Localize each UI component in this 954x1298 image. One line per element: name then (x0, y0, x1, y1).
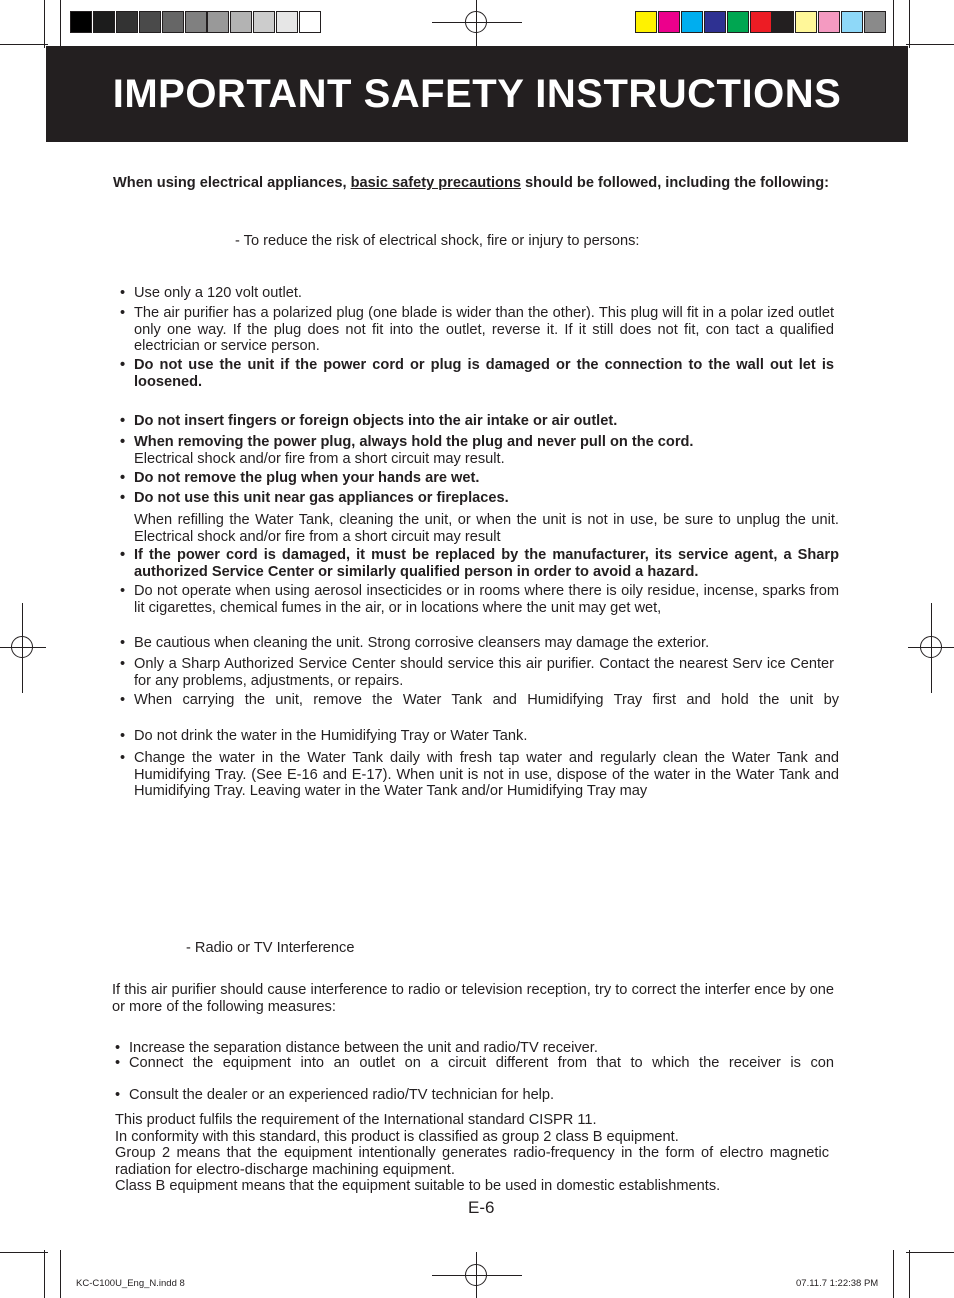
bullet-icon: • (120, 635, 126, 651)
color-swatch (185, 11, 207, 33)
page-title: IMPORTANT SAFETY INSTRUCTIONS (112, 71, 842, 116)
list-item: • Do not use the unit if the power cord or plug is damaged or the connection to the wall out let is loosened. (120, 357, 834, 390)
bullet-icon: • (115, 1055, 121, 1071)
list-item: • Use only a 120 volt outlet. (120, 285, 302, 301)
list-item: • The air purifier has a polarized plug (one blade is wider than the other). This plug will fit in a polar ized outlet only one way. If the plug does not fit into the outlet, reverse it. If it still does not fit, con tact a qualified electrician or service person. (120, 305, 834, 354)
radio-tv-heading: - Radio or TV Interference (186, 940, 355, 956)
bullet-icon: • (120, 470, 126, 486)
list-item: • If the power cord is damaged, it must be replaced by the manufacturer, its service agent, a Sharp authorized Service Center or similarly qualified person in order to avoid a hazard. (120, 547, 839, 580)
bullet-icon: • (120, 692, 126, 708)
warning-line: - To reduce the risk of electrical shock, fire or injury to persons: (235, 233, 640, 249)
color-swatch (704, 11, 726, 33)
color-swatch (772, 11, 794, 33)
color-swatch (93, 11, 115, 33)
bullet-icon: • (120, 547, 126, 563)
color-swatch (795, 11, 817, 33)
list-item: • Consult the dealer or an experienced radio/TV technician for help. (115, 1087, 555, 1103)
color-swatch (207, 11, 229, 33)
color-swatch (727, 11, 749, 33)
title-banner (46, 46, 908, 142)
bullet-icon: • (115, 1040, 121, 1056)
list-item: • Increase the separation distance between the unit and radio/TV receiver. (115, 1040, 598, 1056)
bullet-icon: • (120, 583, 126, 599)
color-swatch (818, 11, 840, 33)
color-swatch (841, 11, 863, 33)
color-swatch (276, 11, 298, 33)
bullet-icon: • (120, 490, 126, 506)
color-swatch (658, 11, 680, 33)
radio-tv-intro: If this air purifier should cause interference to radio or television reception, try to correct the interfer ence by one or more of the following measures: (112, 982, 834, 1015)
list-item: • Do not use this unit near gas appliances or fireplaces. (120, 490, 509, 506)
color-swatch (681, 11, 703, 33)
color-swatch (70, 11, 92, 33)
list-item: • Do not remove the plug when your hands are wet. (120, 470, 480, 486)
print-timestamp: 07.11.7 1:22:38 PM (796, 1278, 879, 1289)
color-swatch (139, 11, 161, 33)
bullet-icon: • (120, 750, 126, 766)
list-item: • Do not operate when using aerosol insecticides or in rooms where there is oily residue, incense, sparks from lit cigarettes, chemical fumes in the air, or in locations where the unit may get wet, (120, 583, 839, 616)
registration-target-icon (465, 1264, 487, 1286)
color-swatch (864, 11, 886, 33)
color-swatch (230, 11, 252, 33)
bullet-icon: • (120, 413, 126, 429)
page-number: E-6 (468, 1198, 495, 1217)
registration-target-icon (11, 636, 33, 658)
color-swatch (299, 11, 321, 33)
bullet-icon: • (120, 285, 126, 301)
list-item: • When carrying the unit, remove the Water Tank and Humidifying Tray first and hold the unit by (120, 692, 839, 708)
list-item: • Change the water in the Water Tank daily with fresh tap water and regularly clean the Water Tank and Humidifying Tray. (See E-16 and E-17). When unit is not in use, dispose of the water in the Water Tank and Humidifying Tray. Leaving water in the Water Tank and/or Humidifying Tray may (120, 750, 839, 799)
list-item: • Connect the equipment into an outlet on a circuit different from that to which the receiver is con (115, 1055, 834, 1071)
bullet-icon: • (120, 728, 126, 744)
list-item: • Do not insert fingers or foreign objects into the air intake or air outlet. (120, 413, 618, 429)
color-swatch (116, 11, 138, 33)
intro-paragraph: When using electrical appliances, basic safety precautions should be followed, including the following: (113, 175, 830, 191)
basic-safety-precautions-text: basic safety precautions (350, 175, 521, 191)
list-item: When refilling the Water Tank, cleaning the unit, or when the unit is not in use, be sure to unplug the unit. Electrical shock and/or fire from a short circuit may result (134, 512, 839, 545)
color-swatch (750, 11, 772, 33)
color-swatch (253, 11, 275, 33)
list-item: • Only a Sharp Authorized Service Center should service this air purifier. Contact the nearest Serv ice Center for any problems, adjustments, or repairs. (120, 656, 834, 689)
color-swatch (162, 11, 184, 33)
registration-target-icon (920, 636, 942, 658)
color-swatch (635, 11, 657, 33)
list-item: • When removing the power plug, always hold the plug and never pull on the cord. Electrical shock and/or fire from a short circuit may result. (120, 434, 694, 467)
file-slug: KC-C100U_Eng_N.indd 8 (76, 1278, 185, 1289)
bullet-icon: • (115, 1087, 121, 1103)
registration-target-icon (465, 11, 487, 33)
bullet-icon: • (120, 434, 126, 450)
bullet-icon: • (120, 357, 126, 373)
list-item: • Do not drink the water in the Humidifying Tray or Water Tank. (120, 728, 528, 744)
list-item: • Be cautious when cleaning the unit. Strong corrosive cleansers may damage the exterior. (120, 635, 710, 651)
bullet-icon: • (120, 305, 126, 321)
bullet-icon: • (120, 656, 126, 672)
